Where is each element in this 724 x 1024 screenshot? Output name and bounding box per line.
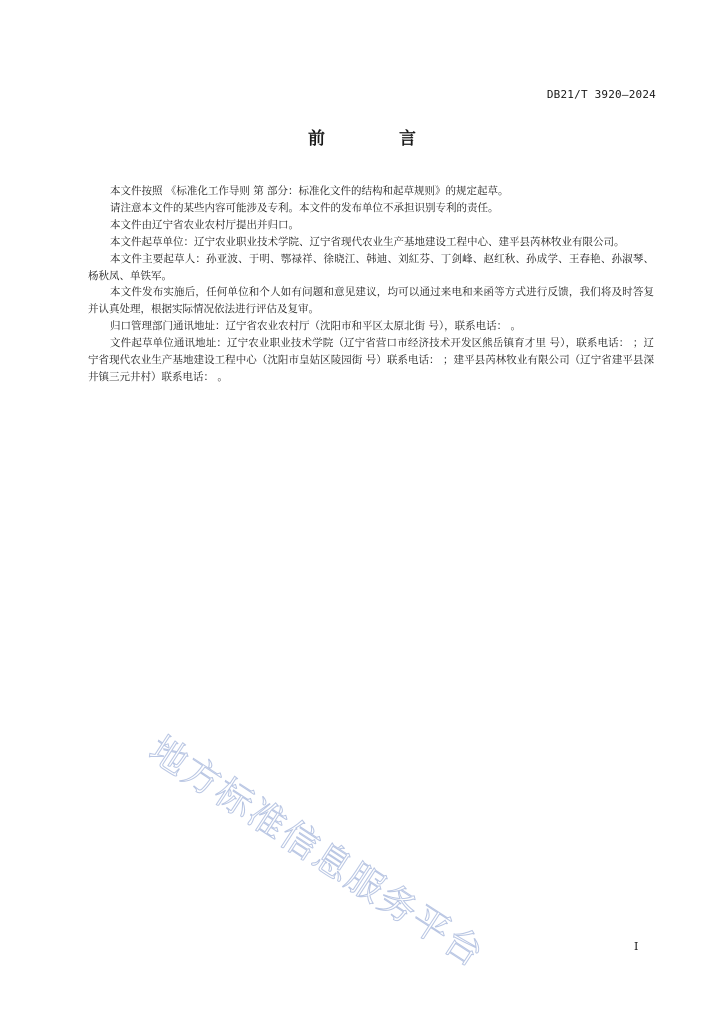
page-number: I: [634, 940, 639, 953]
paragraph-patent-notice: 请注意本文件的某些内容可能涉及专利。本文件的发布单位不承担识别专利的责任。: [110, 201, 499, 214]
paragraph-proposer: 本文件由辽宁省农业农村厅提出并归口。: [110, 218, 300, 231]
paragraph-drafting-units: 本文件起草单位：辽宁农业职业技术学院、辽宁省现代农业生产基地建设工程中心、建平县芮林牧业有限公司。: [110, 235, 625, 248]
paragraph-drafter-addresses: 文件起草单位通讯地址：辽宁农业职业技术学院（辽宁省营口市经济技术开发区熊岳镇育才里 号），联系电话： ；辽宁省现代农业生产基地建设工程中心（沈阳市皇姑区陵园街 号）联系电话： ；建平县芮林牧业有限公司（辽宁省建平县深井镇三元井村）联系电话： 。: [88, 337, 654, 383]
watermark: 地方标准信息服务平台: [141, 727, 493, 977]
body-text: [88, 183, 654, 386]
document-code: DB21/T 3920—2024: [546, 88, 656, 101]
paragraph-feedback: 本文件发布实施后，任何单位和个人如有问题和意见建议，均可以通过来电和来函等方式进行反馈，我们将及时答复并认真处理，根据实际情况依法进行评估及复审。: [88, 286, 654, 316]
paragraph-drafting-rules: 本文件按照 《标准化工作导则 第 部分：标准化文件的结构和起草规则》的规定起草。: [110, 185, 509, 197]
paragraph-drafters: 本文件主要起草人：孙亚波、于明、鄂禄祥、徐晓江、韩迪、刘紅芬、丁剑峰、赵红秋、孙成学、王春艳、孙淑琴、杨秋凤、单铁军。: [88, 252, 654, 282]
paragraph-authority-address: 归口管理部门通讯地址：辽宁省农业农村厅（沈阳市和平区太原北街 号），联系电话： 。: [110, 320, 521, 333]
page-title: 前 言: [308, 129, 450, 149]
